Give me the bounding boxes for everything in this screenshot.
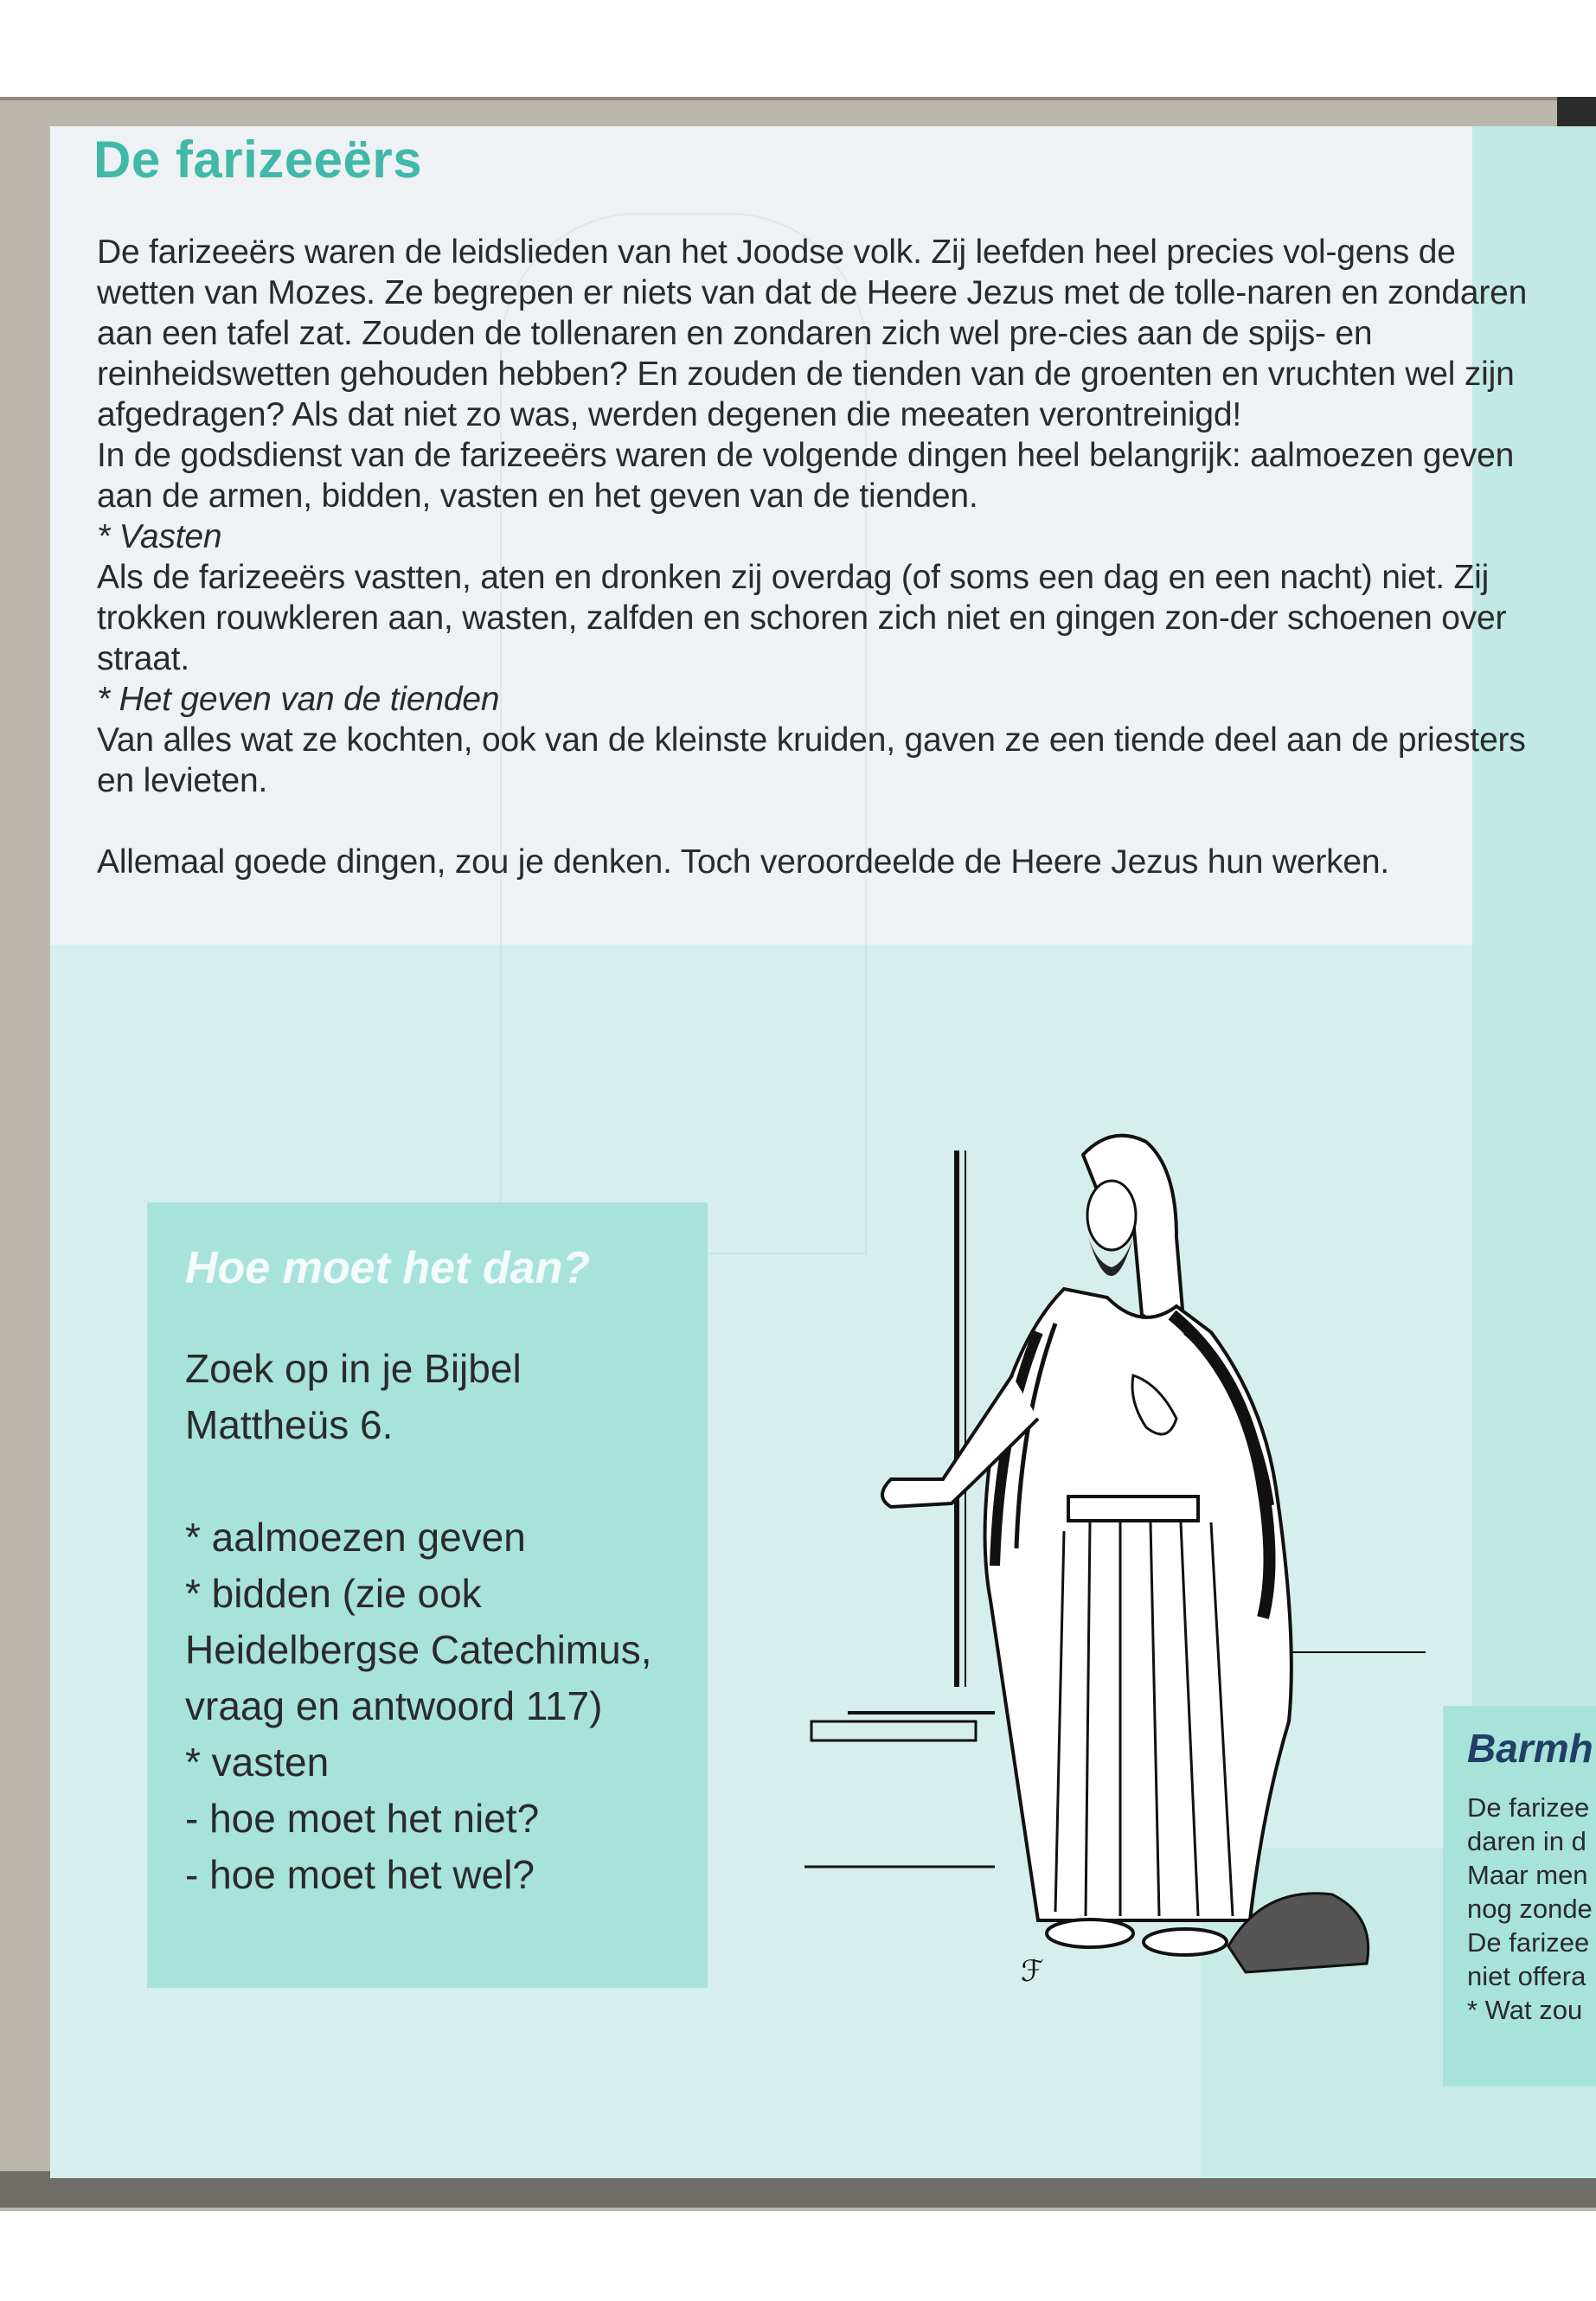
side-line: niet offera: [1467, 1961, 1586, 1991]
side-line: Maar men: [1467, 1860, 1588, 1890]
side-line: De farizee: [1467, 1927, 1590, 1958]
question-box: [147, 1202, 708, 1988]
side-box: [1443, 1706, 1596, 2086]
side-line: nog zonde: [1467, 1894, 1593, 1924]
box-line: * bidden (zie ook: [185, 1571, 482, 1616]
side-box-body: [1467, 1791, 1596, 2027]
box-line: - hoe moet het wel?: [185, 1852, 535, 1897]
box-title: Hoe moet het dan?: [185, 1243, 591, 1293]
subheading-fasting: * Vasten: [97, 518, 222, 555]
box-line: Heidelbergse Catechimus,: [185, 1627, 652, 1672]
box-line: - hoe moet het niet?: [185, 1796, 540, 1841]
pharisee-illustration: [779, 1116, 1436, 2016]
box-line: Mattheüs 6.: [185, 1402, 394, 1447]
paragraph-tithes: Van alles wat ze kochten, ook van de kleinste kruiden, gaven ze een tiende deel aan de priesters en levieten.: [97, 721, 1526, 799]
page-title: De farizeeërs: [93, 131, 423, 189]
paragraph-conclusion: Allemaal goede dingen, zou je denken. Toch veroordeelde de Heere Jezus hun werken.: [97, 843, 1390, 881]
box-body: [185, 1341, 695, 1903]
side-box-title: Barmh: [1467, 1726, 1593, 1771]
side-line: * Wat zou: [1467, 1995, 1583, 2025]
body-text: [97, 232, 1533, 882]
box-line: vraag en antwoord 117): [185, 1683, 603, 1728]
side-line: daren in d: [1467, 1826, 1586, 1856]
box-line: * vasten: [185, 1740, 330, 1785]
paragraph-fasting: Als de farizeeërs vastten, aten en dronken zij overdag (of soms een dag en een nacht) niet. Zij trokken rouwkleren aan, wasten, zalfden en schoren zich niet en gingen zon-der schoenen over straat.: [97, 559, 1507, 677]
paragraph-religion: In de godsdienst van de farizeeërs waren de volgende dingen heel belangrijk: aalmoezen geven aan de armen, bidden, vasten en het geven van de tienden.: [97, 437, 1515, 515]
subheading-tithes: * Het geven van de tienden: [97, 681, 500, 718]
artist-signature: ℱ: [1021, 1954, 1044, 1989]
side-line: De farizee: [1467, 1792, 1590, 1823]
box-line: Zoek op in je Bijbel: [185, 1346, 522, 1391]
paragraph-intro: De farizeeërs waren de leidslieden van het Joodse volk. Zij leefden heel precies vol-gens de wetten van Mozes. Ze begrepen er niets van dat de Heere Jezus met de tolle-naren en zondaren aan een tafel zat. Zouden de tollenaren en zondaren zich wel pre-cies aan de spijs- en reinheidswetten gehouden hebben? En zouden de tienden van de groenten en vruchten wel zijn afgedragen? Als dat niet zo was, werden degenen die meeaten verontreinigd!: [97, 234, 1528, 433]
box-line: * aalmoezen geven: [185, 1515, 526, 1560]
